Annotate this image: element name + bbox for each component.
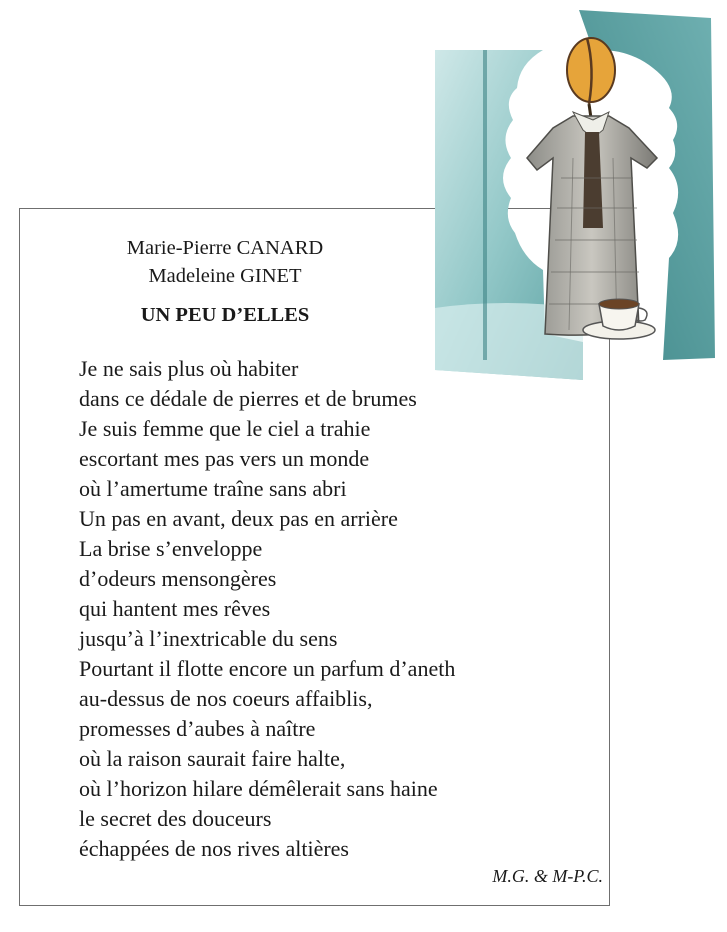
poem-line: escortant mes pas vers un monde xyxy=(79,446,370,471)
poem-line: où la raison saurait faire halte, xyxy=(79,746,346,771)
poem-line: échappées de nos rives altières xyxy=(79,836,349,861)
poem-line: Un pas en avant, deux pas en arrière xyxy=(79,506,398,531)
poem-line: Je ne sais plus où habiter xyxy=(79,356,299,381)
poem-line: jusqu’à l’inextricable du sens xyxy=(79,626,338,651)
poem-line: où l’horizon hilare démêlerait sans haine xyxy=(79,776,438,801)
poem-line: Pourtant il flotte encore un parfum d’aneth xyxy=(79,656,456,681)
poem-line: d’odeurs mensongères xyxy=(79,566,277,591)
poem-body xyxy=(79,354,455,864)
collage-illustration xyxy=(433,8,717,382)
poem-line: au-dessus de nos coeurs affaiblis, xyxy=(79,686,373,711)
poem-line: qui hantent mes rêves xyxy=(79,596,271,621)
poem-line: le secret des douceurs xyxy=(79,806,272,831)
signature: M.G. & M-P.C. xyxy=(492,866,603,886)
poem-line: Je suis femme que le ciel a trahie xyxy=(79,416,371,441)
poem-title: UN PEU D’ELLES xyxy=(140,304,310,326)
author-name: Marie-Pierre CANARD xyxy=(126,237,324,259)
poem-line: La brise s’enveloppe xyxy=(79,536,263,561)
poem-line: où l’amertume traîne sans abri xyxy=(79,476,347,501)
poem-line: promesses d’aubes à naître xyxy=(79,716,316,741)
author-name: Madeleine GINET xyxy=(148,265,302,287)
authors-block xyxy=(19,234,431,290)
poem-line: dans ce dédale de pierres et de brumes xyxy=(79,386,417,411)
